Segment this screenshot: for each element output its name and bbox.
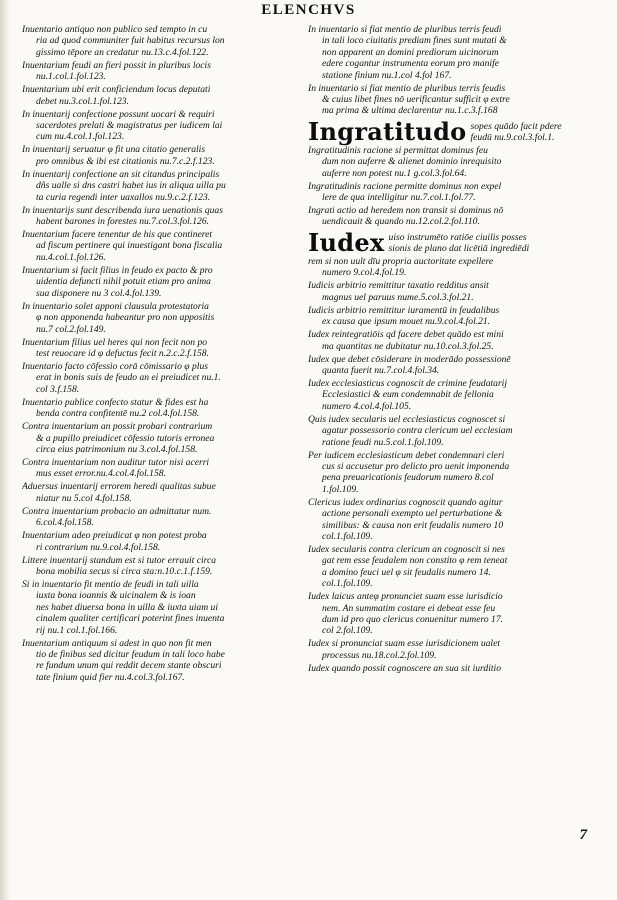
entry-line: 1.fol.109. bbox=[322, 483, 359, 495]
entry-line: φ non apponenda habeantur pro non appositis bbox=[36, 312, 215, 324]
index-entry bbox=[308, 24, 594, 81]
index-entry bbox=[22, 397, 300, 420]
entry-line: col 2.fol.109. bbox=[322, 625, 373, 637]
entry-line: col 3.f.158. bbox=[36, 383, 80, 395]
entry-line: In inuentario si fiat mentio de pluribus terris feudis bbox=[308, 82, 506, 94]
entry-line: mus esset error.nu.4.col.4.fol.158. bbox=[36, 468, 166, 480]
entry-line: auferre non potest nu.1 g.col.3.fol.64. bbox=[322, 167, 467, 179]
index-entry bbox=[22, 361, 300, 395]
entry-line: 6.col.4.fol.158. bbox=[36, 517, 94, 529]
entry-line: statione finium nu.1.col 4.fol 167. bbox=[322, 69, 452, 81]
index-entry bbox=[22, 144, 300, 167]
entry-line: Inuentario antiquo non publico sed tempto in cu bbox=[22, 24, 208, 35]
entry-line: re fundum unum qui reddit decem stante obscuri bbox=[36, 660, 222, 672]
entry-line: rij nu.1 col.1.fol.166. bbox=[36, 624, 118, 636]
index-entry bbox=[308, 329, 594, 352]
entry-line: ri contrarium nu.9.col.4.fol.158. bbox=[36, 541, 161, 553]
entry-line: circa eius patrimonium nu 3.col.4.fol.158. bbox=[36, 443, 198, 455]
index-entry bbox=[308, 638, 594, 661]
entry-line: Ingrati actio ad heredem non transit si dominus nō bbox=[308, 205, 504, 217]
index-entry bbox=[308, 280, 594, 303]
entry-line: cinalem qualiter certificari poterint fines inuenta bbox=[36, 613, 225, 625]
entry-line: Contra inuentarium probacio an admittatur num. bbox=[22, 505, 212, 517]
entry-line: non apparent an domini prediorum uicinorum bbox=[322, 46, 499, 58]
right-column bbox=[308, 24, 594, 676]
entry-line: col.1.fol.109. bbox=[322, 578, 373, 590]
entry-line: uidentia defuncti nihil potuit etiam pro anima bbox=[36, 276, 211, 288]
index-entry bbox=[22, 421, 300, 455]
entry-line: dñs ualle si dns castri habet ius in aliqua uilla pu bbox=[36, 180, 226, 192]
entry-line: quanta fuerit nu.7.col.4.fol.34. bbox=[322, 364, 440, 376]
entry-line: edere cogantur instrumenta eorum pro manife bbox=[322, 58, 500, 70]
entry-line: tio de finibus sed dicitur feudum in tali loco habe bbox=[36, 649, 225, 660]
entry-line: similibus: & causa non erit feudalis numero 10 bbox=[322, 519, 504, 531]
index-entry bbox=[22, 506, 300, 529]
entry-line: Inuentarium filius uel heres qui non fecit non po bbox=[22, 336, 208, 348]
gutter-shadow bbox=[0, 0, 10, 900]
entry-line: col.1.fol.109. bbox=[322, 530, 373, 542]
entry-line: ex causa que ipsum mouet nu.9.col.4.fol.21. bbox=[322, 316, 491, 328]
entry-line: Inuentarium ubi erit conficiendum locus deputati bbox=[22, 84, 211, 96]
entry-line: erat in bonis suis de feudo an ei preiudicet nu.1. bbox=[36, 372, 221, 384]
headword-tail bbox=[389, 232, 530, 254]
index-entry bbox=[22, 205, 300, 228]
index-entry bbox=[22, 84, 300, 107]
index-entry bbox=[308, 145, 594, 179]
entry-line: Iudex si pronunciat suam esse iurisdicionem ualet bbox=[308, 638, 501, 650]
entry-line: In inuentario solet apponi clausula protestatoria bbox=[22, 300, 209, 312]
entry-line: Ingratitudinis racione permitte dominus non expel bbox=[308, 180, 502, 192]
entry-line: pena preuaricationis feudorum numero 8.col bbox=[322, 472, 494, 484]
entry-line: Contra inuentarium an possit probari contrarium bbox=[22, 421, 213, 433]
entry-line: In inuentarijs sunt describenda iura uenationis quas bbox=[22, 204, 223, 216]
index-entry bbox=[22, 169, 300, 203]
entry-line: in tali loco ciuitatis prediam fines sunt mutati & bbox=[322, 35, 507, 47]
entry-line: numero 4.col.4.fol.105. bbox=[322, 400, 412, 412]
entry-line: dum id pro quo clericus conuenitur numero 17. bbox=[322, 614, 504, 625]
entry-line: Si in inuentario fit mentio de feudi in tali uilla bbox=[22, 578, 199, 590]
index-entry bbox=[22, 481, 300, 504]
index-entry bbox=[308, 414, 594, 448]
entry-line: agatur possessorio contra clericum uel ecclesiam bbox=[322, 425, 513, 437]
index-entry bbox=[308, 205, 594, 228]
entry-line: lere de qua intelligitur nu.7.col.1.fol.77. bbox=[322, 192, 476, 204]
entry-line: nu.4.col.1.fol.126. bbox=[36, 251, 106, 263]
entry-line: Inuentario publice confecto statur & fides est ha bbox=[22, 396, 209, 408]
entry-line: dum non auferre & alienet dominio inrequisito bbox=[322, 156, 502, 168]
entry-line: Inuentarium antiquum si adest in quo non fit men bbox=[22, 637, 212, 649]
entry-line: Clericus iudex ordinarius cognoscit quando agitur bbox=[308, 496, 503, 508]
entry-line: nes habet diuersa bona in uilla & iuxta uiam ui bbox=[36, 601, 219, 613]
entry-line: ratione feudi nu.5.col.1.fol.109. bbox=[322, 436, 444, 448]
entry-line: & a pupillo preiudicet cōfessio tutoris erronea bbox=[36, 432, 215, 444]
index-entry bbox=[22, 109, 300, 143]
entry-line: Aduersus inuentarij errorem heredi qualitas subue bbox=[22, 481, 216, 493]
entry-line: iuxta bona ioannis & uicinalem & is ioan bbox=[36, 590, 196, 602]
entry-line: Inuentarium adeo preiudicat φ non potest proba bbox=[22, 530, 207, 542]
entry-line: Quis iudex secularis uel ecclesiasticus cognoscet si bbox=[308, 413, 506, 425]
entry-line: In inuentarij seruatur φ fit una citatio generalis bbox=[22, 144, 206, 156]
index-entry bbox=[22, 24, 300, 58]
index-entry bbox=[308, 181, 594, 204]
index-entry bbox=[22, 229, 300, 263]
entry-line: Iudex laicus anteφ pronunciet suam esse iurisdicio bbox=[308, 591, 503, 603]
entry-line: Inuentario facto cōfessio corā cōmissario φ plus bbox=[22, 360, 208, 372]
index-entry bbox=[308, 83, 594, 117]
headword-tail bbox=[470, 121, 561, 143]
entry-line: tate finium quid fier nu.4.col.3.fol.167. bbox=[36, 671, 185, 683]
entry-line: Contra inuentarium non auditur tutor nisi acerri bbox=[22, 456, 210, 468]
entry-line: Iudex ecclesiasticus cognoscit de crimine feudatarij bbox=[308, 377, 508, 389]
index-entry bbox=[22, 555, 300, 578]
entry-line: bona mobilia secus si circa sta:n.10.c.1.f.159. bbox=[36, 565, 213, 577]
entry-line: actione personali exempto uel perturbatione & bbox=[322, 508, 503, 520]
entry-line: Ingratitudinis racione si permittat dominus feu bbox=[308, 144, 488, 156]
headword-tail-line: sionis de plano dat licētiā ingrediēdi bbox=[388, 242, 530, 254]
index-entry bbox=[308, 354, 594, 377]
entry-line: magnus uel paruus nume.5.col.3.fol.21. bbox=[322, 291, 474, 303]
entry-line: cum nu.4.col.1.fol.123. bbox=[36, 131, 125, 143]
left-column bbox=[22, 24, 300, 685]
running-head: ELENCHVS bbox=[261, 2, 356, 18]
index-entry bbox=[22, 337, 300, 360]
ingratitudo-heading bbox=[308, 116, 594, 146]
entry-line: ad fiscum pertinere qui inuestigant bona fiscalia bbox=[36, 240, 223, 252]
entry-line: ta curia regendi inter uaxallos nu.9.c.2.f.123. bbox=[36, 191, 211, 203]
entry-line: uendicauit & quando nu.12.col.2.fol.110. bbox=[322, 216, 480, 228]
index-entry bbox=[308, 450, 594, 496]
entry-line: Inuentarium si facit filius in feudo ex pacto & pro bbox=[22, 264, 213, 276]
iudex-heading bbox=[308, 227, 594, 257]
index-entry bbox=[308, 591, 594, 637]
index-entry bbox=[308, 305, 594, 328]
headword-tail-line: uiso instrumēto ratiōe ciuilis posses bbox=[388, 231, 527, 243]
entry-line: In inuentarij confectione possunt uocari & requiri bbox=[22, 108, 215, 120]
index-entry bbox=[308, 544, 594, 590]
index-entry bbox=[22, 530, 300, 553]
entry-line: gat rem esse feudalem non constito φ rem teneat bbox=[322, 555, 508, 567]
entry-line: Inuentarium feudi an fieri possit in pluribus locis bbox=[22, 59, 211, 71]
index-entry bbox=[22, 579, 300, 636]
index-entry bbox=[22, 457, 300, 480]
entry-line: nu.7 col.2.fol.149. bbox=[36, 323, 106, 335]
index-entry bbox=[308, 663, 594, 674]
entry-line: Ecclesiastici & eum condemnabit de fellonia bbox=[322, 389, 494, 401]
entry-line: habent barones in forestes nu.7.col.3.fol.126. bbox=[36, 216, 210, 228]
entry-line: gissimo tēpore an credatur nu.13.c.4.fol.122. bbox=[36, 46, 209, 58]
entry-line: Iudex reintegratiōis qd facere debet quādo est mini bbox=[308, 329, 504, 341]
entry-line: Per iudicem ecclesiasticum debet condemnari cleri bbox=[308, 449, 505, 461]
entry-line: Littere inuentarij standum est si tutor errauit circa bbox=[22, 554, 217, 566]
entry-line: nu.1.col.1.fol.123. bbox=[36, 71, 106, 83]
index-entry bbox=[308, 497, 594, 543]
entry-line: ma quantitas ne dubitatur nu.10.col.3.fol.25. bbox=[322, 340, 494, 352]
index-entry bbox=[22, 60, 300, 83]
entry-line: sacerdotes prelati & magistratus per iudicem lai bbox=[36, 120, 223, 132]
index-entry bbox=[308, 378, 594, 412]
entry-line: numero 9.col.4.fol.19. bbox=[322, 267, 407, 279]
entry-line: Iudex que debet cōsiderare in moderādo possessionē bbox=[308, 353, 511, 365]
index-entry bbox=[22, 301, 300, 335]
entry-line: benda contra confitentē nu.2 col.4.fol.158. bbox=[36, 408, 200, 420]
entry-line: Iudex quando possit cognoscere an sua sit iurditio bbox=[308, 662, 502, 674]
entry-line: Iudicis arbitrio remittitur taxatio redditus ansit bbox=[308, 280, 489, 292]
entry-line: cus si accusetur pro delicto pro uenit imponenda bbox=[322, 460, 510, 472]
entry-line: processus nu.18.col.2.fol.109. bbox=[322, 649, 437, 661]
entry-line: niatur nu 5.col 4.fol.158. bbox=[36, 492, 132, 504]
index-entry bbox=[308, 256, 594, 279]
headword-tail-line: sopes quādo facit pdere bbox=[470, 120, 562, 132]
headword-tail-line: feudū nu.9.col.3.fol.1. bbox=[470, 131, 555, 143]
entry-line: pro omnibus & ibi est citationis nu.7.c.2.f.123. bbox=[36, 155, 215, 167]
entry-line: rem si non uult dīu propria auctoritate expellere bbox=[308, 255, 494, 267]
headword-iudex: Iudex bbox=[308, 227, 385, 257]
index-entry bbox=[22, 638, 300, 684]
entry-line: ria ad quod communiter fuit habitus recursus lon bbox=[36, 35, 225, 47]
page-number: 7 bbox=[579, 827, 587, 843]
entry-line: Iudicis arbitrio remittitur iuramentū in feudalibus bbox=[308, 304, 500, 316]
entry-line: nem. An summatim costare ei debeat esse feu bbox=[322, 602, 496, 614]
entry-line: a domino feuci uel φ sit feudalis numero 14. bbox=[322, 566, 491, 578]
entry-line: In inuentario si fiat mentio de pluribus terris feudi bbox=[308, 24, 502, 35]
entry-line: In inuentarij confectione an sit citandus principalis bbox=[22, 168, 220, 180]
entry-line: Iudex secularis contra clericum an cognoscit si nes bbox=[308, 543, 505, 555]
entry-line: ma prima & ultima declarentur nu.1.c.3.f.168 bbox=[322, 105, 498, 117]
entry-line: & cuius libet fines nō uerificantur sufficit φ extre bbox=[322, 94, 510, 106]
index-entry bbox=[22, 265, 300, 299]
entry-line: sua disponere nu 3 col.4.fol.139. bbox=[36, 287, 162, 299]
entry-line: debet nu.3.col.1.fol.123. bbox=[36, 95, 129, 107]
entry-line: test reuocare id φ defuctus fecit n.2.c.2.f.158. bbox=[36, 347, 209, 359]
entry-line: Inuentarium facere tenentur de his que contineret bbox=[22, 229, 213, 241]
headword-ingratitudo: Ingratitudo bbox=[308, 116, 467, 146]
